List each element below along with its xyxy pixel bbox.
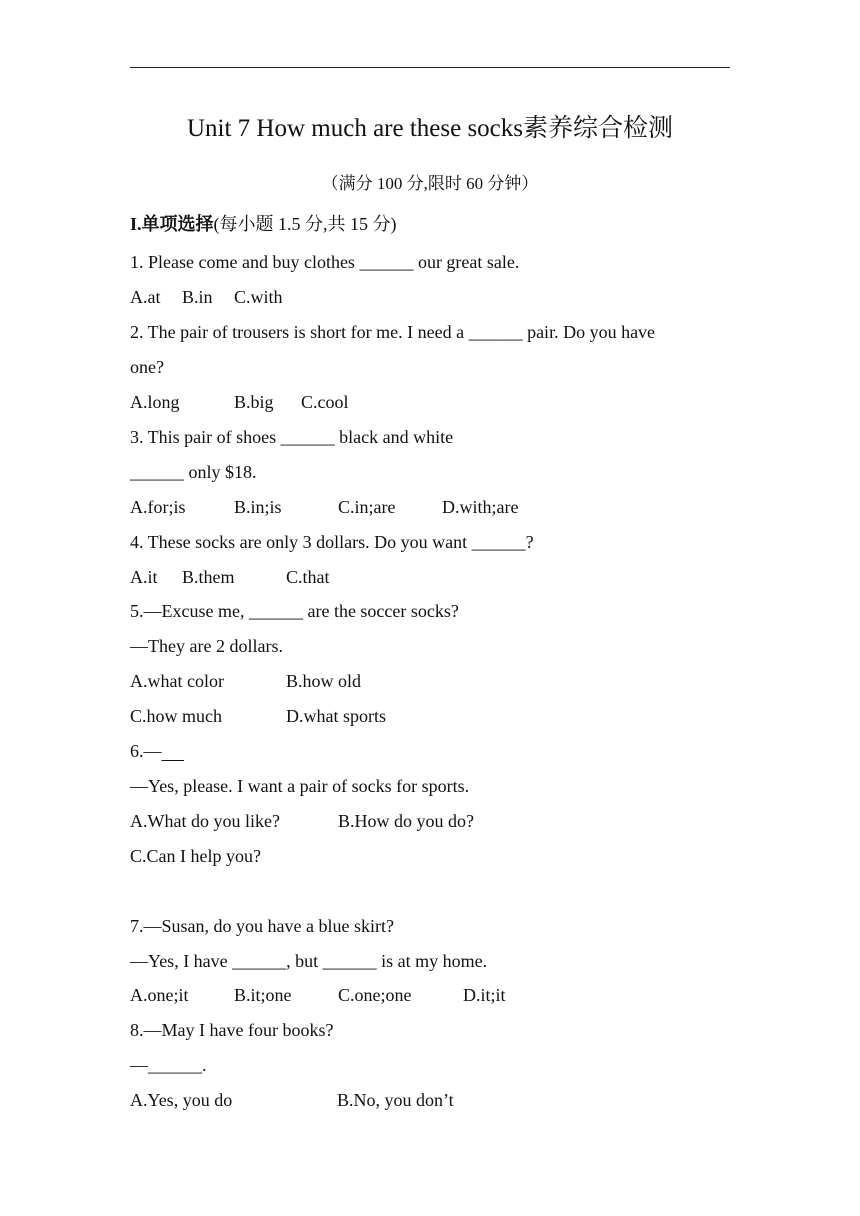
question-3-stem: 3. This pair of shoes ______ black and white: [130, 427, 454, 447]
document-subtitle: （满分 100 分,限时 60 分钟）: [321, 174, 539, 193]
question-1-stem: 1. Please come and buy clothes ______ our great sale.: [130, 252, 520, 272]
question-5-stem: 5.—Excuse me, ______ are the soccer socks?: [130, 601, 459, 621]
option: B.No, you don’t: [337, 1090, 454, 1110]
question-6-answer-line: —Yes, please. I want a pair of socks for sports.: [130, 776, 470, 796]
option: C.Can I help you?: [130, 846, 261, 866]
question-3-stem-continued: ______ only $18.: [130, 462, 257, 482]
option: C.cool: [301, 392, 349, 412]
option: D.with;are: [442, 497, 519, 517]
option: B.in;is: [234, 497, 282, 517]
option: B.them: [182, 567, 235, 587]
section-heading-note: (每小题 1.5 分,共 15 分): [213, 214, 397, 234]
option: A.what color: [130, 671, 224, 691]
option: C.in;are: [338, 497, 396, 517]
option: B.how old: [286, 671, 362, 691]
option: D.what sports: [286, 706, 386, 726]
question-7-answer-line: —Yes, I have ______, but ______ is at my home.: [130, 951, 488, 971]
section-heading: [130, 211, 397, 237]
question-8-stem: 8.—May I have four books?: [130, 1020, 334, 1040]
option: A.one;it: [130, 985, 189, 1005]
option: A.Yes, you do: [130, 1090, 233, 1110]
document-title: Unit 7 How much are these socks素养综合检测: [186, 115, 674, 142]
option: B.in: [182, 287, 213, 307]
option: B.it;one: [234, 985, 292, 1005]
option: C.one;one: [338, 985, 412, 1005]
question-7-stem: 7.—Susan, do you have a blue skirt?: [130, 916, 394, 936]
option: A.it: [130, 567, 158, 587]
option: C.with: [234, 287, 283, 307]
option: A.at: [130, 287, 161, 307]
question-5-answer-line: —They are 2 dollars.: [130, 636, 283, 656]
option: B.big: [234, 392, 274, 412]
option: C.that: [286, 567, 330, 587]
option: A.for;is: [130, 497, 186, 517]
option: A.long: [130, 392, 180, 412]
question-2-stem: 2. The pair of trousers is short for me. I need a ______ pair. Do you have: [130, 322, 656, 342]
question-8-answer-line: —______.: [130, 1055, 207, 1075]
question-2-stem-continued: one?: [130, 357, 164, 377]
option: C.how much: [130, 706, 222, 726]
option: A.What do you like?: [130, 811, 280, 831]
question-4-stem: 4. These socks are only 3 dollars. Do you want ______?: [130, 532, 534, 552]
question-6-stem: [130, 738, 730, 764]
section-heading-label: I.单项选择: [130, 214, 214, 234]
question-6-prefix: 6.—: [130, 741, 162, 761]
option: D.it;it: [463, 985, 506, 1005]
header-rule: [130, 67, 730, 68]
option: B.How do you do?: [338, 811, 474, 831]
answer-blank: [162, 741, 185, 761]
